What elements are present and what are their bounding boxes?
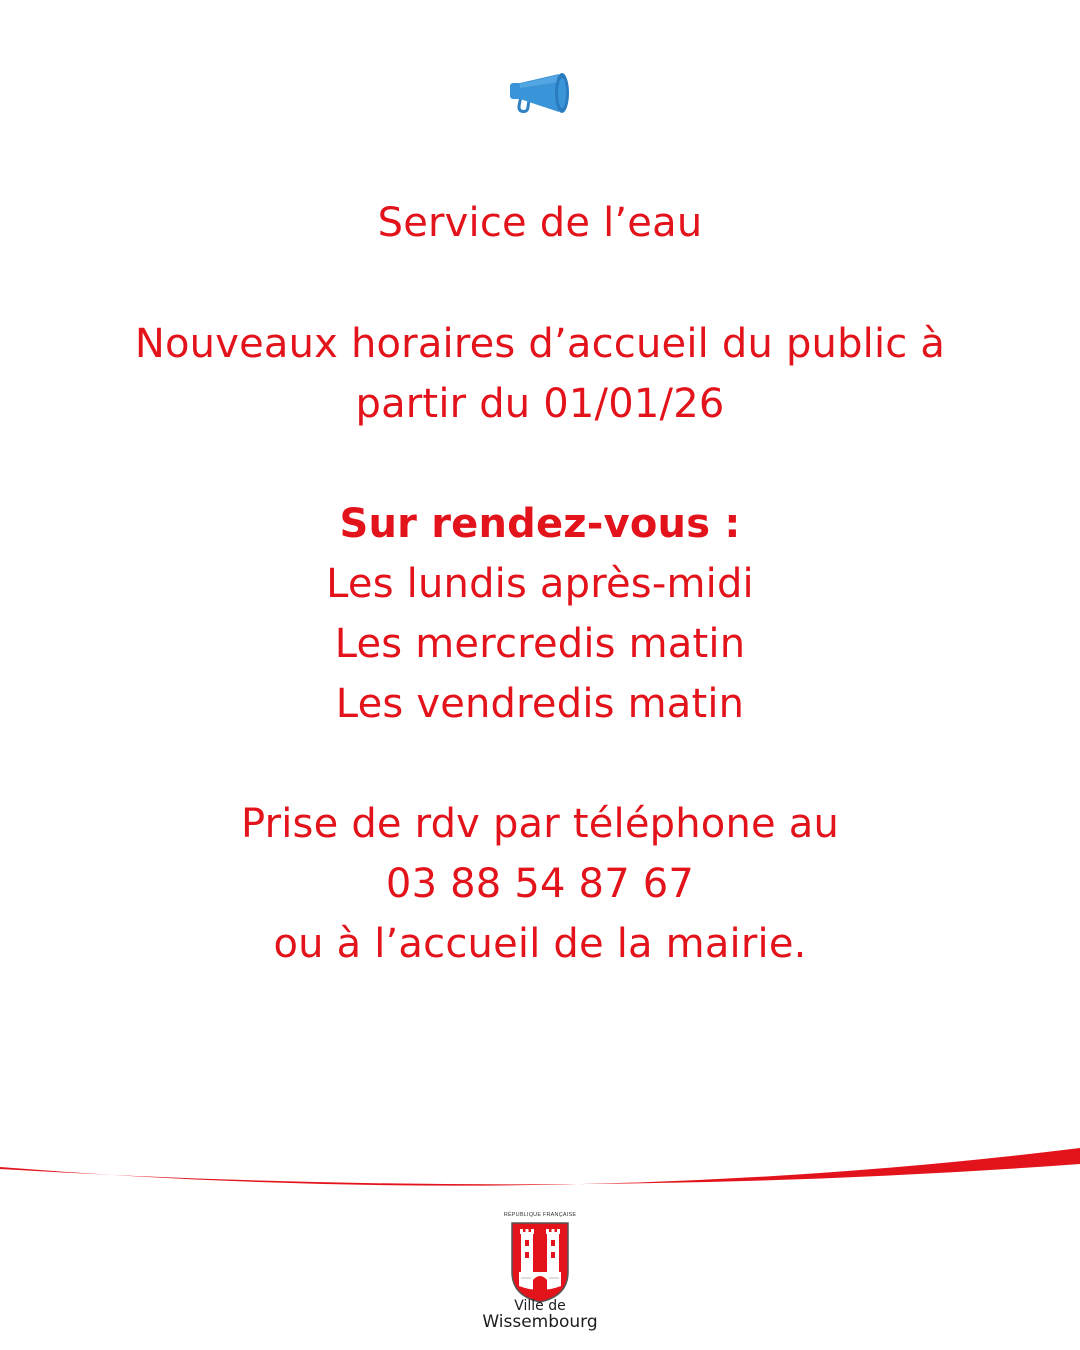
- phone-number: 03 88 54 87 67: [385, 861, 695, 907]
- schedule-item: Les lundis après-midi: [326, 561, 754, 607]
- decorative-swoosh: [0, 1140, 1080, 1210]
- contact-line-1: Prise de rdv par téléphone au: [240, 801, 839, 847]
- schedule-item: Les mercredis matin: [334, 621, 746, 667]
- title: Service de l’eau: [377, 200, 703, 246]
- republic-label: RÉPUBLIQUE FRANÇAISE: [503, 1212, 577, 1218]
- logo-ville-label: Ville de: [514, 1298, 566, 1314]
- headline-line-2: partir du 01/01/26: [355, 381, 725, 427]
- logo-town-name: Wissembourg: [482, 1312, 598, 1332]
- coat-of-arms-icon: [509, 1220, 571, 1304]
- headline-line-1: Nouveaux horaires d’accueil du public à: [134, 321, 946, 367]
- contact-line-3: ou à l’accueil de la mairie.: [273, 921, 807, 967]
- megaphone-icon: [507, 70, 573, 118]
- schedule-item: Les vendredis matin: [335, 681, 745, 727]
- appointment-heading: Sur rendez-vous :: [339, 501, 741, 547]
- town-logo: [480, 1210, 600, 1335]
